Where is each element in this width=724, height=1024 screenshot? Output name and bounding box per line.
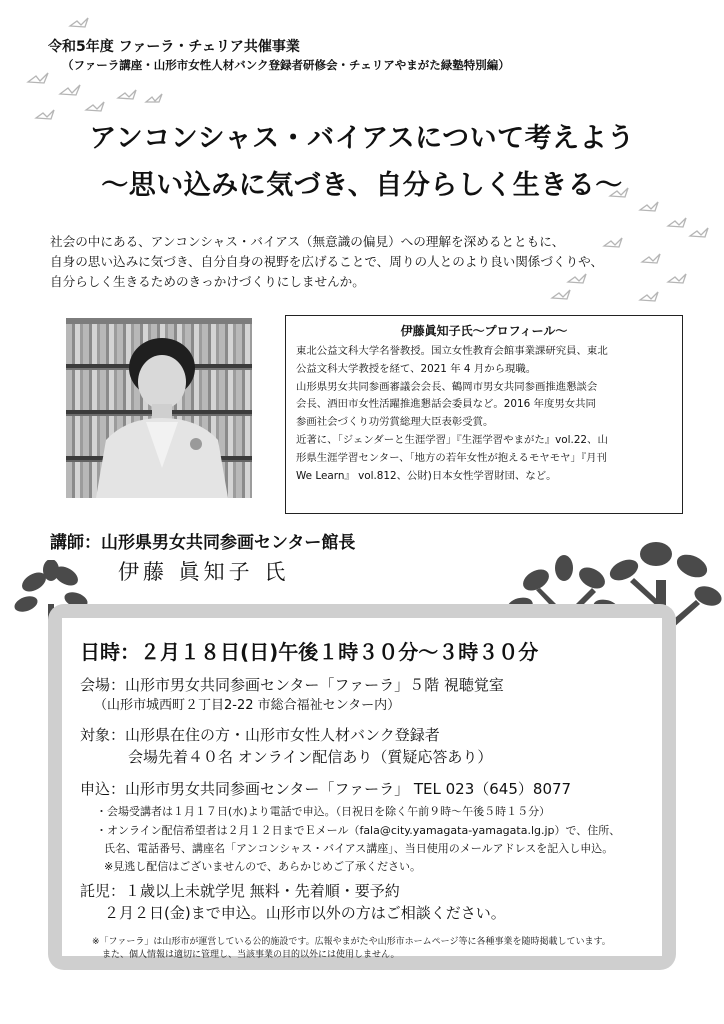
profile-title: 伊藤眞知子氏〜プロフィール〜: [400, 324, 568, 338]
venue-line: 会場：山形市男女共同参画センター「ファーラ」５階 視聴覚室: [80, 676, 504, 694]
lecturer-name: 伊藤 眞知子 氏: [118, 560, 290, 584]
apply-note: ・オンライン配信希望者は２月１２日までＥメール（fala@city.yamagata-yamagata.lg.jp）で、住所、: [96, 824, 621, 837]
footnote-line: ※「ファーラ」は山形市が運営している公的施設です。広報やまがたや山形市ホームページ等に各種事業を随時掲載しています。: [92, 937, 611, 947]
intro-text: [50, 232, 670, 292]
lecturer-role: 講師：山形県男女共同参画センター館長: [50, 533, 356, 553]
intro-line: 自身の思い込みに気づき、自分自身の視野を広げることで、周りの人とのより良い関係づくりや、: [50, 254, 604, 269]
profile-line: We Learn』 vol.812、公財)日本女性学習財団、など。: [296, 469, 557, 482]
speaker-photo: [66, 318, 252, 498]
event-datetime: 日時：２月１８日(日)午後１時３０分〜３時３０分: [80, 640, 539, 664]
intro-line: 自分らしく生きるためのきっかけづくりにしませんか。: [50, 274, 365, 289]
footnote: [92, 936, 611, 962]
person-silhouette-icon: [66, 318, 252, 498]
page-title: アンコンシャス・バイアスについて考えよう: [89, 123, 635, 154]
target-line: 対象：山形県在住の方・山形市女性人材バンク登録者: [80, 726, 440, 744]
header-line1: 令和5年度 ファーラ・チェリア共催事業: [48, 39, 300, 55]
childcare-line-2: ２月２日(金)まで申込。山形市以外の方はご相談ください。: [104, 904, 506, 922]
venue-address: （山形市城西町２丁目2-22 市総合福祉センター内）: [94, 698, 401, 713]
apply-line: 申込：山形市男女共同参画センター「ファーラ」 TEL 023（645）8077: [80, 780, 572, 798]
profile-line: 東北公益文科大学名誉教授。国立女性教育会館事業課研究員、東北: [296, 345, 608, 357]
profile-line: 近著に、「ジェンダーと生涯学習」『生涯学習やまがた』vol.22、山: [296, 433, 608, 446]
profile-line: 山形県男女共同参画審議会会長、鶴岡市男女共同参画推進懇談会: [296, 380, 598, 393]
apply-note: ※見逃し配信はございませんので、あらかじめご了承ください。: [104, 860, 421, 873]
profile-box: [285, 315, 683, 514]
profile-line: 会長、酒田市女性活躍推進懇話会委員など。2016 年度男女共同: [296, 398, 596, 411]
profile-text: [296, 343, 672, 485]
apply-note: ・会場受講者は１月１７日(水)より電話で申込。（日祝日を除く午前９時〜午後５時１５分）: [96, 805, 551, 818]
footnote-line: また、個人情報は適切に管理し、当該事業の目的以外には使用しません。: [102, 950, 400, 960]
profile-line: 形県生涯学習センター、「地方の若年女性が抱えるモヤモヤ」『月刊: [296, 451, 607, 464]
header-line2: （ファーラ講座・山形市女性人材バンク登録者研修会・チェリアやまがた緑塾特別編）: [62, 58, 510, 72]
childcare-line: 託児：１歳以上未就学児 無料・先着順・要予約: [80, 882, 400, 900]
target-line-2: 会場先着４０名 オンライン配信あり（質疑応答あり）: [128, 748, 493, 766]
profile-line: 公益文科大学教授を経て、2021 年 4 月から現職。: [296, 362, 537, 375]
apply-note: 氏名、電話番号、講座名「アンコンシャス・バイアス講座」、当日使用のメールアドレスを記入し申込。: [104, 842, 614, 855]
intro-line: 社会の中にある、アンコンシャス・バイアス（無意識の偏見）への理解を深めるとともに、: [50, 234, 565, 249]
profile-line: 参画社会づくり功労賞総理大臣表彰受賞。: [296, 416, 494, 429]
page-subtitle: 〜思い込みに気づき、自分らしく生きる〜: [101, 170, 623, 201]
